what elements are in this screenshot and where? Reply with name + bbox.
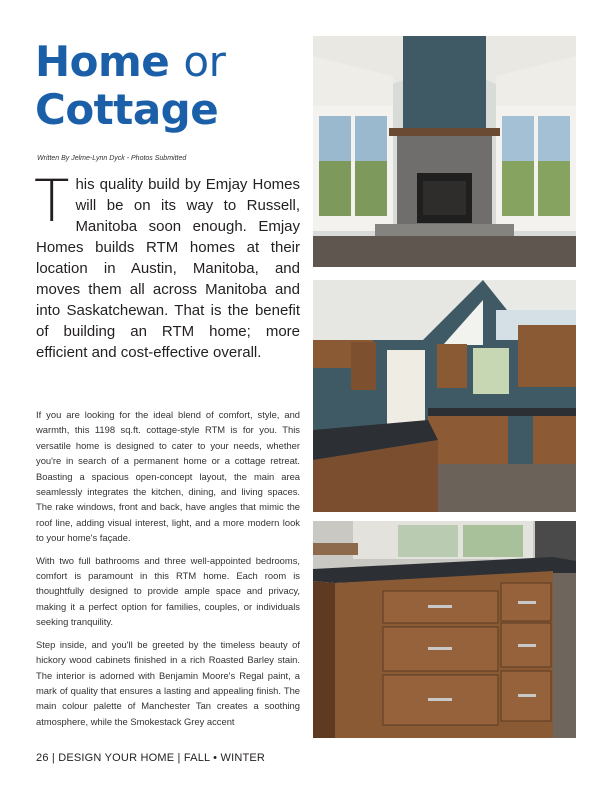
photo-fireplace-living-room [313,36,576,267]
title-cottage: Cottage [35,85,219,134]
body-paragraph-1: If you are looking for the ideal blend of comfort, style, and warmth, this 1198 sq.ft. cottage-style RTM is for you. This versatile home is designed to cater to your needs, whether you're in search of a permanent home or a cottage retreat. Boasting a spacious open-concept layout, the main area seamlessly integrates the kitchen, dining, and living spaces. The rake windows, front and back, have angles that mimic the roof line, adding visual interest, light, and a more modern look to your home's façade. [36,409,300,544]
byline: Written By Jelme-Lynn Dyck - Photos Submitted [37,155,187,162]
article-body [36,407,300,736]
photo-kitchen-island [313,521,576,738]
body-paragraph-2: With two full bathrooms and three well-appointed bedrooms, comfort is paramount in this RTM home. Each room is thoughtfully designed to provide ample space and privacy, making it a perfect option for families, couples, or individuals seeking tranquility. [36,554,300,628]
intro-text: his quality build by Emjay Homes will be on its way to Russell, Manitoba soon enough. Emjay Homes builds RTM homes at their location in Austin, Manitoba, and moves them all across Manitoba and into Saskatchewan. That is the benefit of building an RTM home; more efficient and cost-effective overall. [36,176,300,361]
photo-kitchen [313,280,576,512]
intro-paragraph [34,167,300,363]
title-home: Home [35,37,170,86]
drop-cap: T [34,167,70,235]
title-or: or [183,37,226,86]
article-title [35,38,305,134]
body-paragraph-3: Step inside, and you'll be greeted by the timeless beauty of hickory wood cabinets finished in a rich Roasted Barley stain. The interior is adorned with Benjamin Moore's Regal paint, a mark of quality that ensures a lasting and appealing finish. The main colour palette of Manchester Tan creates a soothing atmosphere, while the Smokestack Grey accent [36,638,300,727]
page-footer: 26 | DESIGN YOUR HOME | FALL • WINTER [36,752,266,764]
